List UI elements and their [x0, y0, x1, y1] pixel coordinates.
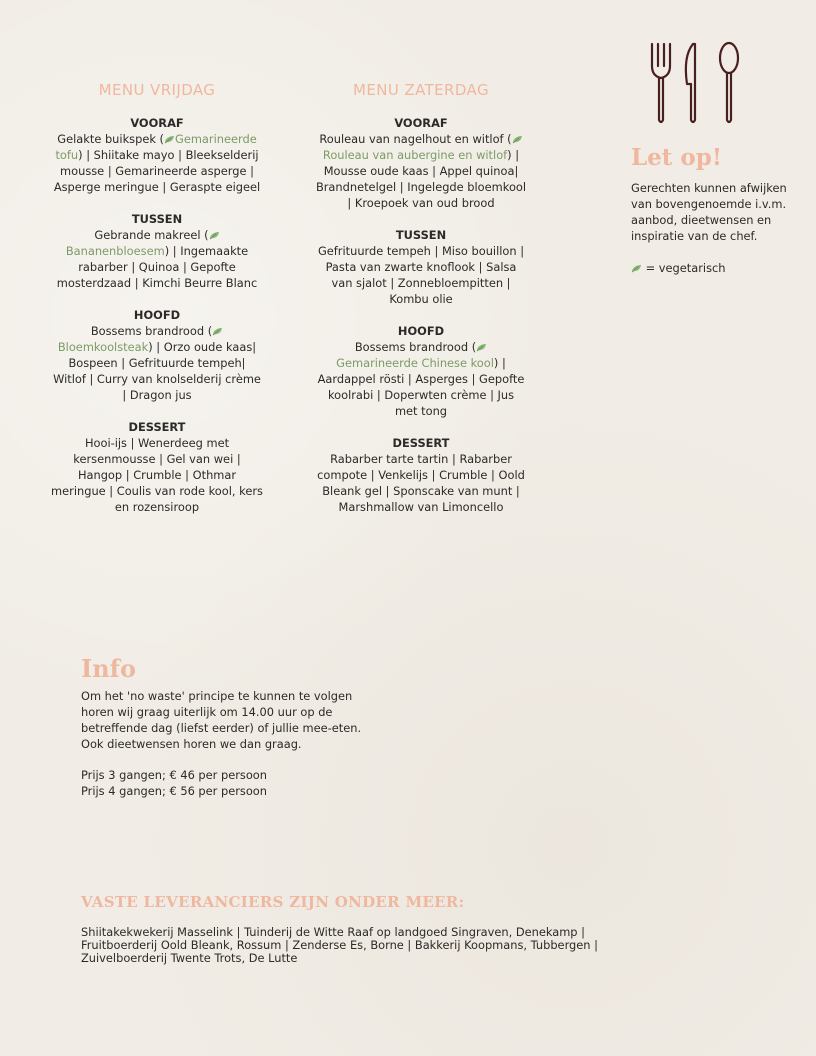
price-4-courses: Prijs 4 gangen; € 56 per persoon — [81, 784, 267, 798]
dish-text: Gebrande makreel ( — [94, 228, 209, 242]
info-title: Info — [81, 654, 137, 683]
course-title: VOORAF — [394, 116, 448, 130]
dish-text: ) | Ingemaakte rabarber | Quinoa | Gepofte mosterdzaad | Kimchi Beurre Blanc — [56, 244, 258, 290]
leaf-icon — [512, 135, 523, 144]
menu-friday — [51, 82, 263, 531]
course-title: VOORAF — [130, 116, 184, 130]
veg-alternative: Gemarineerde Chinese kool — [336, 356, 494, 370]
course-vooraf — [315, 115, 527, 211]
leaf-icon — [164, 135, 175, 144]
info-block — [81, 688, 381, 799]
veg-alternative: Bloemkoolsteak — [57, 340, 149, 354]
course-dishes — [315, 339, 527, 419]
course-hoofd — [315, 323, 527, 419]
leaf-icon — [209, 231, 220, 240]
course-dishes: Hooi-ijs | Wenerdeeg met kersenmousse | Gel van wei | Hangop | Crumble | Othmar meringue | Coulis van rode kool, kers en rozensiroop — [51, 436, 263, 514]
cutlery-icon — [647, 40, 743, 126]
dish-text: ) | Aardappel rösti | Asperges | Gepofte koolrabi | Doperwten crème | Jus met tong — [317, 356, 525, 418]
veg-legend-text: = vegetarisch — [645, 261, 726, 275]
letop-text: Gerechten kunnen afwijken van bovengenoemde i.v.m. aanbod, dieetwensen en inspiratie van de chef. — [631, 181, 787, 243]
course-title: DESSERT — [128, 420, 186, 434]
course-tussen — [315, 227, 527, 307]
dish-text: ) | Orzo oude kaas| Bospeen | Gefrituurde tempeh| Witlof | Curry van knolselderij crème | Dragon jus — [53, 340, 261, 402]
menu-saturday — [315, 82, 527, 531]
course-dishes — [315, 131, 527, 211]
course-dishes — [51, 323, 263, 403]
dish-text: ) | Shiitake mayo | Bleekselderij mousse | Gemarineerde asperge | Asperge meringue | Geraspte eigeel — [53, 148, 261, 194]
letop-title: Let op! — [631, 144, 722, 171]
dish-text: Bossems brandrood ( — [90, 324, 213, 338]
dish-text: Rouleau van nagelhout en witlof ( — [319, 132, 512, 146]
veg-alternative: Rouleau van aubergine en witlof — [322, 148, 508, 162]
price-3-courses: Prijs 3 gangen; € 46 per persoon — [81, 768, 267, 782]
dish-text: Bossems brandrood ( — [354, 340, 477, 354]
course-tussen — [51, 211, 263, 291]
course-vooraf — [51, 115, 263, 195]
info-text: Om het 'no waste' principe te kunnen te volgen horen wij graag uiterlijk om 14.00 uur op de betreffende dag (liefst eerder) of jullie mee-eten. Ook dieetwensen horen we dan graag. — [81, 689, 362, 751]
leaf-icon — [476, 343, 487, 352]
course-dishes — [51, 227, 263, 291]
course-dishes — [51, 131, 263, 195]
suppliers-text: Shiitakekwekerij Masselink | Tuinderij de Witte Raaf op landgoed Singraven, Denekamp | Fruitboerderij Oold Bleank, Rossum | Zenderse Es, Borne | Bakkerij Koopmans, Tubbergen | Zuivelboerderij Twente Trots, De Lutte — [81, 925, 598, 965]
course-title: HOOFD — [397, 324, 445, 338]
veg-alternative: Bananenbloesem — [65, 244, 165, 258]
leaf-icon — [631, 264, 642, 273]
course-dishes: Rabarber tarte tartin | Rabarber compote | Venkelijs | Crumble | Oold Bleank gel | Sponscake van munt | Marshmallow van Limoncello — [317, 452, 525, 514]
leaf-icon — [212, 327, 223, 336]
course-title: HOOFD — [133, 308, 181, 322]
suppliers-title: VASTE LEVERANCIERS ZIJN ONDER MEER: — [81, 893, 465, 911]
menu-saturday-title: MENU ZATERDAG — [353, 81, 489, 99]
course-dessert — [51, 419, 263, 515]
course-title: TUSSEN — [395, 228, 447, 242]
course-hoofd — [51, 307, 263, 403]
course-dessert — [315, 435, 527, 515]
course-dishes: Gefrituurde tempeh | Miso bouillon | Pasta van zwarte knoflook | Salsa van sjalot | Zonnebloempitten | Kombu olie — [317, 244, 525, 306]
dish-text: ) | Mousse oude kaas | Appel quinoa| Brandnetelgel | Ingelegde bloemkool | Kroepoek van oud brood — [315, 148, 527, 210]
veg-alternative: Gemarineerde tofu — [55, 132, 257, 162]
course-title: DESSERT — [392, 436, 450, 450]
dish-text: Gelakte buikspek ( — [57, 132, 164, 146]
veg-legend — [631, 261, 726, 275]
menu-friday-title: MENU VRIJDAG — [98, 81, 216, 99]
course-title: TUSSEN — [131, 212, 183, 226]
